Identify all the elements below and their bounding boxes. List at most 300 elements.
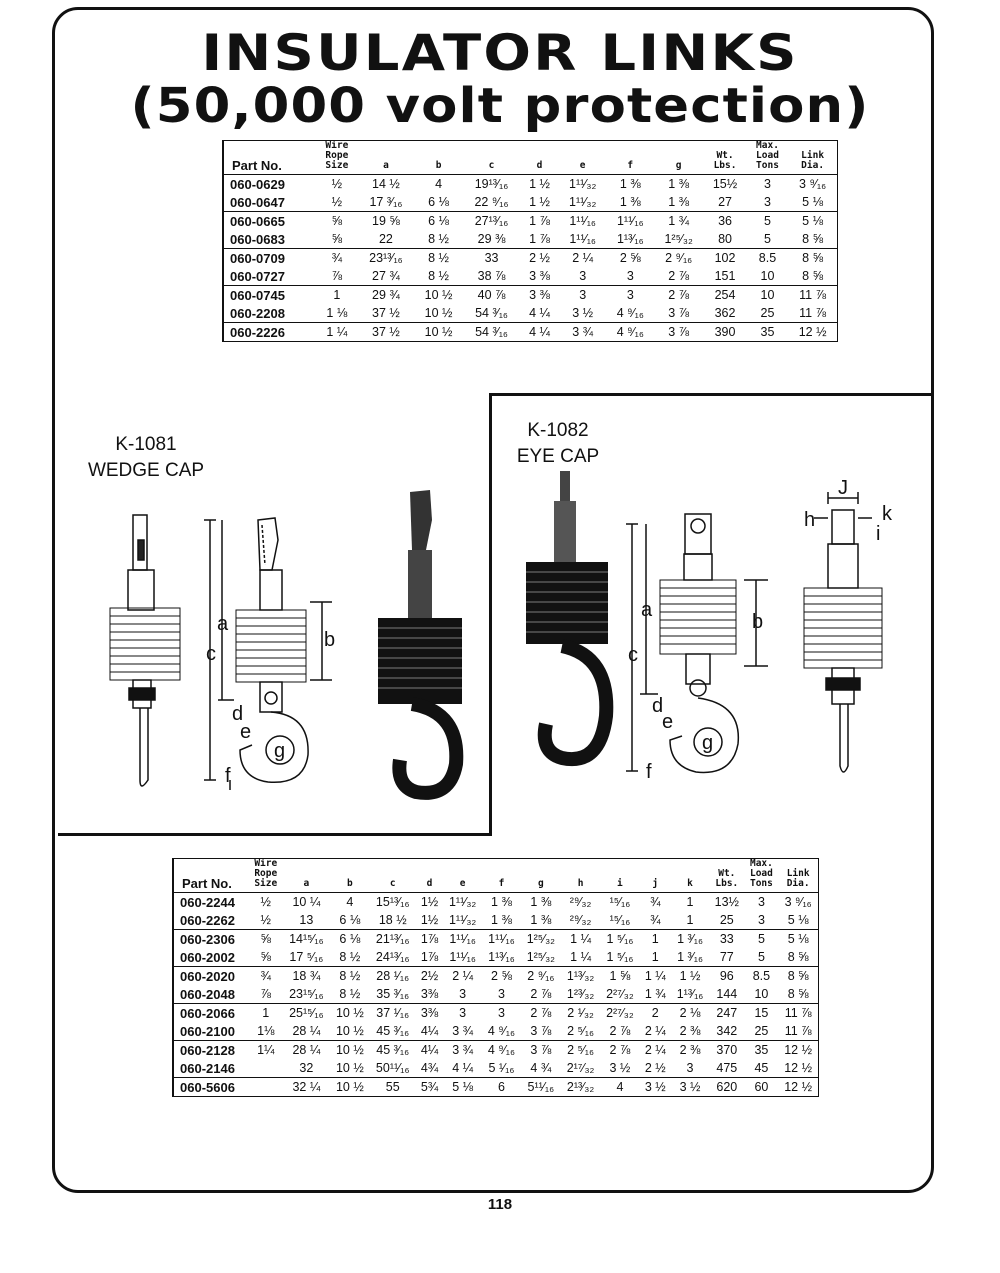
table-cell: 5 — [745, 930, 779, 949]
table-cell: 36 — [703, 212, 747, 231]
col-weight: Wt. Lbs. — [713, 150, 737, 171]
table-cell: 1¹¹⁄₃₂ — [443, 893, 482, 912]
table-cell: 10 ½ — [330, 1078, 370, 1097]
table-cell: 3 — [745, 893, 779, 912]
table-cell: ½ — [331, 195, 343, 209]
col-part-no: Part No. — [232, 158, 282, 173]
table-cell: 45 ³⁄₁₆ — [376, 1024, 410, 1038]
table-cell: 3 ½ — [640, 1078, 671, 1097]
table-cell: 1 ¼ — [561, 930, 600, 949]
table-cell: 8 ⅝ — [802, 269, 824, 283]
eye-cap-illustration — [510, 466, 925, 806]
table-row — [173, 967, 819, 986]
eye-cap-name: EYE CAP — [516, 446, 600, 467]
col-e: e — [579, 160, 586, 171]
table-cell: 14 ½ — [358, 175, 415, 194]
eye-dim-label-c: c — [628, 644, 638, 666]
table-cell: 144 — [716, 987, 738, 1001]
table-cell: 4¼ — [420, 1024, 439, 1038]
table-cell: 33 — [463, 249, 520, 268]
table-cell: 1 ⅜ — [530, 913, 552, 927]
table-cell: 1¼ — [249, 1041, 283, 1060]
part-number-cell: 060-2100 — [180, 1023, 235, 1039]
part-number-cell: 060-2020 — [173, 967, 249, 986]
table-cell: 3 — [443, 1004, 482, 1023]
part-number-cell: 060-2146 — [180, 1060, 235, 1076]
part-number-cell: 060-0709 — [223, 249, 316, 268]
table-row — [173, 1078, 819, 1097]
table-cell: 28 ¼ — [283, 1041, 330, 1060]
table-cell: 2 ⅝ — [482, 967, 521, 986]
table-cell: 254 — [703, 286, 747, 305]
table-cell: 80 — [718, 232, 732, 246]
table-cell: 4 ⁹⁄₁₆ — [482, 1041, 521, 1060]
table-cell: 6 ⅛ — [414, 212, 462, 231]
col-j: j — [652, 878, 659, 889]
eye-cap-side-view — [804, 492, 882, 772]
part-number-cell: 060-2048 — [180, 986, 235, 1002]
table-row — [223, 286, 838, 305]
table-cell: 15¹³⁄₁₆ — [370, 893, 416, 912]
col-d: d — [536, 160, 543, 171]
table-cell: 1 — [316, 286, 357, 305]
eye-dim-label-f: f — [646, 761, 652, 783]
col-part-no: Part No. — [182, 876, 232, 891]
table-cell: 1 ⅜ — [668, 195, 690, 209]
col-b: b — [346, 878, 353, 889]
table-cell: 1 ⅛ — [326, 306, 348, 320]
table-cell: ¾ — [650, 913, 661, 927]
table-cell: 33 — [709, 930, 744, 949]
table-cell: 1¹¹⁄₃₂ — [569, 195, 597, 209]
table-cell: 1 ½ — [520, 175, 559, 194]
table-cell: 29 ¾ — [358, 286, 415, 305]
spec-table-bottom — [172, 858, 819, 1097]
table-cell: 2²⁷⁄₃₂ — [600, 1004, 639, 1023]
table-cell: 10 ¼ — [283, 893, 330, 912]
dim-label-g: g — [274, 740, 286, 762]
col-i: i — [617, 878, 623, 889]
table-cell: 37 ¹⁄₁₆ — [370, 1004, 416, 1023]
table-header-row — [223, 141, 838, 175]
table-cell: 4 ⁹⁄₁₆ — [487, 1024, 515, 1038]
table-cell: ²⁹⁄₃₂ — [561, 893, 600, 912]
table-cell: 3 ½ — [609, 1061, 631, 1075]
table-row — [173, 1004, 819, 1023]
table-cell: 11 ⅞ — [799, 306, 827, 320]
wedge-cap-name: WEDGE CAP — [87, 460, 205, 481]
table-cell: 3 — [607, 286, 655, 305]
table-cell: 8 ⅝ — [788, 249, 837, 268]
table-cell: ⅞ — [260, 987, 271, 1001]
table-cell: 17 ³⁄₁₆ — [369, 195, 403, 209]
table-cell: 32 — [299, 1061, 314, 1075]
table-cell: 22 — [378, 232, 393, 246]
table-cell: 4¾ — [420, 1061, 439, 1075]
table-cell: 8 ½ — [339, 987, 361, 1001]
table-cell: 2½ — [416, 967, 443, 986]
table-cell: 2 ⅞ — [530, 987, 552, 1001]
col-f: f — [498, 878, 505, 889]
table-cell: 5 ⅛ — [787, 913, 809, 927]
table-cell: 1¹³⁄₁₆ — [616, 232, 644, 246]
table-cell: 1¹³⁄₁₆ — [676, 987, 704, 1001]
table-cell: 18 ½ — [378, 913, 407, 927]
table-cell: 1 — [686, 913, 694, 927]
table-cell: 1 ⅜ — [607, 175, 655, 194]
table-cell: 55 — [370, 1078, 416, 1097]
col-link-dia: Link Dia. — [786, 868, 810, 889]
wedge-cap-illustration — [100, 480, 480, 830]
table-cell: 4 — [600, 1078, 639, 1097]
eye-cap-code: K-1082 — [527, 420, 589, 441]
table-row — [173, 948, 819, 967]
table-cell: 1¹¹⁄₃₂ — [559, 175, 607, 194]
table-cell: 3 ⅞ — [521, 1041, 561, 1060]
table-cell: 12 ½ — [788, 323, 837, 342]
table-cell: 10 — [760, 269, 775, 283]
table-cell: 18 ¾ — [283, 967, 330, 986]
eye-dim-label-e: e — [662, 711, 674, 733]
table-cell: 4 ⁹⁄₁₆ — [607, 323, 655, 342]
table-cell: 2 ¼ — [443, 967, 482, 986]
table-cell: 151 — [714, 269, 736, 283]
table-cell: 15½ — [703, 175, 747, 194]
table-row — [223, 323, 838, 342]
table-cell: 1 ¾ — [654, 212, 703, 231]
table-cell: 3 — [579, 269, 587, 283]
table-cell: 5 — [757, 950, 765, 964]
table-cell: 1²³⁄₃₂ — [566, 987, 595, 1001]
table-cell: 2 — [640, 1004, 671, 1023]
table-cell: 1 ¼ — [640, 967, 671, 986]
panel-divider-top-right — [489, 393, 931, 396]
dim-label-c: c — [206, 643, 216, 665]
col-e: e — [459, 878, 466, 889]
table-cell: ½ — [249, 893, 283, 912]
table-cell: 3 — [757, 913, 765, 927]
table-row — [173, 1022, 819, 1041]
table-cell: 11 ⅞ — [788, 286, 837, 305]
table-cell: 35 — [747, 323, 788, 342]
table-row — [223, 230, 838, 249]
table-header-row — [173, 859, 819, 893]
table-cell: 1²⁵⁄₃₂ — [521, 930, 561, 949]
table-cell: ¾ — [249, 967, 283, 986]
table-cell: 10 — [754, 987, 769, 1001]
table-row — [223, 249, 838, 268]
table-cell: 2¹⁷⁄₃₂ — [566, 1061, 595, 1075]
table-cell: 37 ½ — [358, 323, 415, 342]
table-cell: 2¹³⁄₃₂ — [561, 1078, 600, 1097]
col-weight: Wt. Lbs. — [715, 868, 739, 889]
table-cell: 11 ⅞ — [784, 1024, 812, 1038]
table-cell: 14¹⁵⁄₁₆ — [283, 930, 330, 949]
table-cell: 1⅞ — [420, 950, 439, 964]
table-row — [223, 304, 838, 323]
table-cell: 2²⁷⁄₃₂ — [606, 987, 634, 1001]
col-a: a — [303, 878, 310, 889]
table-cell — [249, 1078, 283, 1097]
part-number-cell: 060-2262 — [180, 912, 235, 928]
table-cell: 8 ½ — [339, 950, 361, 964]
col-k: k — [687, 878, 693, 889]
table-cell: ⅞ — [331, 269, 343, 283]
part-number-cell: 060-0683 — [230, 231, 285, 247]
dim-label-b: b — [324, 629, 336, 651]
table-cell: 32 ¼ — [283, 1078, 330, 1097]
table-cell: 6 ⅛ — [330, 930, 370, 949]
table-cell: 5 ¹⁄₁₆ — [488, 1061, 515, 1075]
table-cell: 13½ — [709, 893, 744, 912]
table-cell: ¾ — [640, 893, 671, 912]
table-cell: 4 ¼ — [520, 323, 559, 342]
table-cell: 10 ½ — [335, 1061, 364, 1075]
table-cell: 4 ¼ — [529, 306, 550, 320]
table-cell: 1 ⅝ — [600, 967, 639, 986]
table-cell: 8 ⅝ — [802, 232, 824, 246]
table-cell: 37 ½ — [372, 306, 400, 320]
dim-label-k: k — [882, 503, 892, 525]
table-cell: 3⅜ — [416, 1004, 443, 1023]
spec-table-bottom-body — [173, 893, 819, 1097]
part-number-cell: 060-2226 — [223, 323, 316, 342]
table-cell: 60 — [745, 1078, 779, 1097]
table-cell: 5 ⅛ — [802, 195, 824, 209]
col-max-load: Max. Load Tons — [749, 858, 773, 889]
table-cell: 2 ⅜ — [679, 1024, 701, 1038]
table-cell: 5¹¹⁄₁₆ — [521, 1078, 561, 1097]
table-cell: ⅝ — [316, 212, 357, 231]
table-cell: 1²⁵⁄₃₂ — [664, 232, 693, 246]
panel-divider-bottom — [58, 833, 492, 836]
eye-dim-label-b: b — [752, 611, 764, 633]
table-cell: 2 ⅞ — [609, 1024, 631, 1038]
table-cell: 2 ⅞ — [654, 286, 703, 305]
table-cell: 8 ½ — [414, 249, 462, 268]
part-number-cell: 060-0665 — [223, 212, 316, 231]
table-cell: 247 — [709, 1004, 744, 1023]
table-cell: 5 ⅛ — [778, 930, 818, 949]
table-cell: 1 — [651, 950, 659, 964]
part-number-cell: 060-0745 — [223, 286, 316, 305]
table-cell: ½ — [260, 913, 271, 927]
table-cell: 4 — [330, 893, 370, 912]
table-cell: 3 ¾ — [443, 1041, 482, 1060]
table-cell: 6 ⅛ — [339, 913, 361, 927]
table-cell: 8 ½ — [428, 232, 449, 246]
dim-label-h: h — [804, 509, 816, 531]
table-cell: 1 ⅜ — [619, 195, 641, 209]
table-cell: 1 ½ — [529, 195, 550, 209]
table-cell: 3 — [764, 195, 771, 209]
table-cell: 2 ⅞ — [600, 1041, 639, 1060]
table-cell: 5 — [764, 232, 771, 246]
table-cell: 54 ³⁄₁₆ — [463, 323, 520, 342]
table-cell: 3 ⅞ — [668, 306, 690, 320]
table-cell: 2 ½ — [644, 1061, 666, 1075]
table-cell: 2 ⁹⁄₁₆ — [521, 967, 561, 986]
col-wire-rope-size: Wire Rope Size — [325, 140, 349, 171]
part-number-cell: 060-0727 — [230, 268, 285, 284]
table-cell: 27¹³⁄₁₆ — [463, 212, 520, 231]
table-cell: 102 — [703, 249, 747, 268]
table-cell: 19¹³⁄₁₆ — [463, 175, 520, 194]
table-cell: 28 ¹⁄₁₆ — [370, 967, 416, 986]
table-cell: 8 ½ — [428, 269, 449, 283]
table-cell: 3 ⅜ — [520, 286, 559, 305]
table-cell: 3 — [559, 286, 607, 305]
table-cell: 1 ⅜ — [482, 893, 521, 912]
wedge-cap-front-view — [204, 518, 332, 790]
table-cell: 35 — [745, 1041, 779, 1060]
table-row — [173, 1041, 819, 1060]
table-cell: 1¹¹⁄₃₂ — [448, 913, 477, 927]
table-cell: 10 ½ — [330, 1041, 370, 1060]
table-cell: 25 — [754, 1024, 769, 1038]
table-cell: 5 — [747, 212, 788, 231]
table-cell: 27 — [718, 195, 732, 209]
table-cell: 29 ⅜ — [477, 232, 506, 246]
table-cell: 12 ½ — [784, 1061, 813, 1075]
table-cell: 1 ⅜ — [521, 893, 561, 912]
table-cell: 11 ⅞ — [778, 1004, 818, 1023]
col-max-load: Max. Load Tons — [756, 140, 779, 171]
table-cell: 2 ⅞ — [521, 1004, 561, 1023]
eye-dim-label-a: a — [641, 599, 653, 621]
table-cell: 19 ⅝ — [358, 212, 415, 231]
dim-label-a: a — [217, 613, 229, 635]
part-number-cell: 060-0629 — [223, 175, 316, 194]
table-cell: 4 ¼ — [452, 1061, 474, 1075]
table-cell: 2 ⅝ — [607, 249, 655, 268]
wedge-cap-label — [86, 434, 206, 482]
table-row — [173, 985, 819, 1004]
table-cell: 2 ¹⁄₃₂ — [561, 1004, 600, 1023]
table-cell: 50¹¹⁄₁₆ — [375, 1061, 410, 1075]
table-cell: 1¹¹⁄₁₆ — [482, 930, 521, 949]
table-cell: 1¹³⁄₁₆ — [488, 950, 515, 964]
col-b: b — [435, 160, 442, 171]
table-cell: 1 ¾ — [644, 987, 666, 1001]
part-number-cell: 060-2306 — [173, 930, 249, 949]
table-cell: 1 ⅞ — [529, 232, 550, 246]
table-cell: 1 ⅜ — [491, 913, 512, 927]
table-cell: 3 — [482, 1004, 521, 1023]
eye-cap-photo — [526, 471, 608, 759]
table-cell: 3 ⅞ — [654, 323, 703, 342]
table-row — [173, 911, 819, 930]
table-cell: 1½ — [416, 893, 443, 912]
table-cell: 1¹¹⁄₁₆ — [443, 930, 482, 949]
dim-label-d: d — [232, 703, 244, 725]
table-cell: 25 — [760, 306, 775, 320]
col-h: h — [577, 878, 584, 889]
table-cell: 8.5 — [745, 967, 779, 986]
table-cell: ½ — [316, 175, 357, 194]
table-cell: 45 ³⁄₁₆ — [370, 1041, 416, 1060]
table-row — [173, 930, 819, 949]
table-cell: 40 ⅞ — [463, 286, 520, 305]
table-cell — [249, 1059, 283, 1078]
table-cell: 5 ⅛ — [443, 1078, 482, 1097]
table-cell: 2 ⅛ — [671, 1004, 709, 1023]
table-cell: 12 ½ — [778, 1078, 818, 1097]
table-cell: 2 ½ — [520, 249, 559, 268]
dim-label-i: i — [876, 523, 881, 545]
table-cell: 5 ⅛ — [788, 212, 837, 231]
table-cell: 4 ¾ — [530, 1061, 552, 1075]
table-cell: 1 ¼ — [316, 323, 357, 342]
table-row — [223, 212, 838, 231]
wedge-cap-code: K-1081 — [115, 434, 177, 455]
part-number-cell: 060-2208 — [230, 305, 285, 321]
table-cell: 2 ⅞ — [668, 269, 690, 283]
table-cell: 10 ½ — [414, 286, 462, 305]
wedge-cap-photo — [378, 490, 462, 793]
table-cell: 8 ⅝ — [778, 967, 818, 986]
col-g: g — [675, 160, 682, 171]
table-cell: ⅝ — [260, 950, 271, 964]
table-cell: 10 ½ — [335, 1024, 364, 1038]
table-cell: 3 — [686, 1061, 694, 1075]
table-row — [173, 893, 819, 912]
table-cell: 1 ½ — [671, 967, 709, 986]
table-cell: 1 — [249, 1004, 283, 1023]
table-cell: ⅝ — [249, 930, 283, 949]
table-cell: 1 ³⁄₁₆ — [671, 930, 709, 949]
table-cell: 1 ⅜ — [654, 175, 703, 194]
eye-cap-front-view — [626, 514, 768, 772]
table-cell: ¹⁵⁄₁₆ — [600, 893, 639, 912]
dim-label-j: J — [838, 477, 848, 499]
table-cell: 8.5 — [747, 249, 788, 268]
col-d: d — [426, 878, 433, 889]
table-cell: 390 — [703, 323, 747, 342]
col-c: c — [488, 160, 495, 171]
table-cell: 38 ⅞ — [477, 269, 506, 283]
col-c: c — [389, 878, 396, 889]
table-cell: 1 — [640, 930, 671, 949]
table-cell: ²⁹⁄₃₂ — [569, 913, 592, 927]
table-cell: 2 ¼ — [644, 1024, 666, 1038]
table-cell: 2 ¼ — [640, 1041, 671, 1060]
table-cell: 3 — [747, 175, 788, 194]
col-f: f — [627, 160, 634, 171]
table-cell: 3 ½ — [671, 1078, 709, 1097]
table-cell: 25 — [719, 913, 734, 927]
eye-cap-label — [503, 420, 613, 468]
table-cell: 1⅞ — [416, 930, 443, 949]
table-cell: 8 ½ — [330, 967, 370, 986]
part-number-cell: 060-2002 — [180, 949, 235, 965]
table-cell: 10 ½ — [414, 323, 462, 342]
table-cell: 45 — [754, 1061, 769, 1075]
table-cell: 2 ⁵⁄₁₆ — [561, 1041, 600, 1060]
table-cell: 25¹⁵⁄₁₆ — [283, 1004, 330, 1023]
table-cell: 3 ⁹⁄₁₆ — [788, 175, 837, 194]
table-cell: 4 ⁹⁄₁₆ — [616, 306, 644, 320]
table-cell: 3 — [459, 987, 467, 1001]
table-cell: 21¹³⁄₁₆ — [370, 930, 416, 949]
table-cell: 1¹¹⁄₁₆ — [569, 232, 596, 246]
table-cell: 370 — [709, 1041, 744, 1060]
table-cell: 28 ¼ — [292, 1024, 321, 1038]
table-cell: 6 — [482, 1078, 521, 1097]
table-cell: 3 ⁹⁄₁₆ — [778, 893, 818, 912]
table-cell: 3 ¾ — [559, 323, 607, 342]
table-cell: 475 — [716, 1061, 738, 1075]
